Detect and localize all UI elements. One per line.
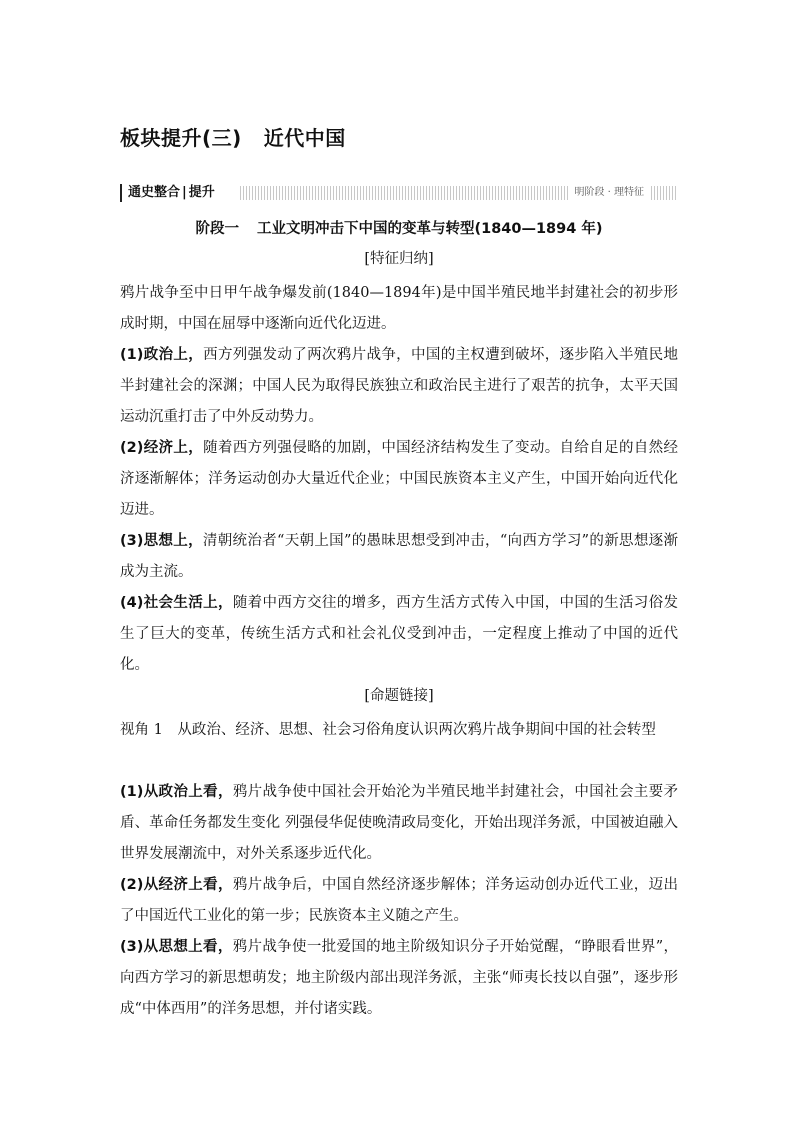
feature-item-text: 清朝统治者“天朝上国”的愚昧思想受到冲击，“向西方学习”的新思想逐渐成为主流。: [120, 533, 678, 580]
feature-item-lead: (4)社会生活上，: [120, 595, 233, 611]
feature-item-2: [120, 433, 678, 526]
features-heading: [特征归纳]: [364, 251, 434, 267]
feature-item-text: 随着西方列强侵略的加剧，中国经济结构发生了变动。自给自足的自然经济逐渐解体；洋务运动创办大量近代企业；中国民族资本主义产生，中国开始向近代化迈进。: [120, 440, 679, 518]
feature-item-lead: (1)政治上，: [120, 347, 204, 363]
perspective-heading: 视角 1 从政治、经济、思想、社会习俗角度认识两次鸦片战争期间中国的社会转型: [120, 722, 656, 738]
link-item-2: [120, 870, 678, 932]
feature-item-4: [120, 588, 678, 681]
link-item-lead: (2)从经济上看，: [120, 877, 233, 893]
section-label: [120, 184, 219, 202]
section-label-2: 提升: [188, 185, 215, 200]
title-part-2: 近代中国: [263, 126, 346, 150]
feature-item-lead: (2)经济上，: [120, 440, 204, 456]
stage-title: 工业文明冲击下中国的变革与转型(1840—1894 年): [256, 221, 603, 237]
link-item-text: 鸦片战争使一批爱国的地主阶级知识分子开始觉醒，“睁眼看世界”，向西方学习的新思想萌发；地主阶级内部出现洋务派，主张“师夷长技以自强”，逐步形成“中体西用”的洋务思想，并付诸实践。: [120, 939, 679, 1017]
link-item-text: 鸦片战争后，中国自然经济逐步解体；洋务运动创办近代工业，迈出了中国近代工业化的第一步；民族资本主义随之产生。: [120, 877, 679, 924]
section-separator: |: [182, 185, 187, 200]
link-item-3: [120, 932, 678, 1025]
feature-item-text: 随着中西方交往的增多，西方生活方式传入中国，中国的生活习俗发生了巨大的变革，传统生活方式和社会礼仪受到冲击，一定程度上推动了中国的近代化。: [120, 595, 679, 673]
feature-item-1: [120, 340, 678, 433]
link-item-text: 鸦片战争使中国社会开始沦为半殖民地半封建社会，中国社会主要矛盾、革命任务都发生变化 列强侵华促使晚清政局变化，开始出现洋务派，中国被迫融入世界发展潮流中，对外关系逐步近代化。: [120, 784, 679, 862]
link-item-1: [120, 777, 678, 870]
section-label-1: 通史整合: [128, 185, 181, 200]
stage-label: 阶段一: [195, 221, 239, 237]
features-intro: 鸦片战争至中日甲午战争爆发前(1840—1894年)是中国半殖民地半封建社会的初步形成时期，中国在屈辱中逐渐向近代化迈进。: [120, 285, 678, 332]
link-item-lead: (3)从思想上看，: [120, 939, 233, 955]
feature-item-lead: (3)思想上，: [120, 533, 203, 549]
stage-heading: [120, 218, 678, 240]
page-title: [120, 122, 346, 151]
feature-item-text: 西方列强发动了两次鸦片战争，中国的主权遭到破坏，逐步陷入半殖民地半封建社会的深渊；中国人民为取得民族独立和政治民主进行了艰苦的抗争，太平天国运动沉重打击了中外反动势力。: [120, 347, 679, 425]
title-part-1: 板块提升(三): [120, 126, 242, 150]
links-heading: [命题链接]: [364, 688, 434, 704]
section-bar: [120, 184, 678, 202]
link-item-lead: (1)从政治上看，: [120, 784, 233, 800]
feature-item-3: [120, 526, 678, 588]
section-tag: 明阶段 · 理特征: [568, 184, 650, 202]
